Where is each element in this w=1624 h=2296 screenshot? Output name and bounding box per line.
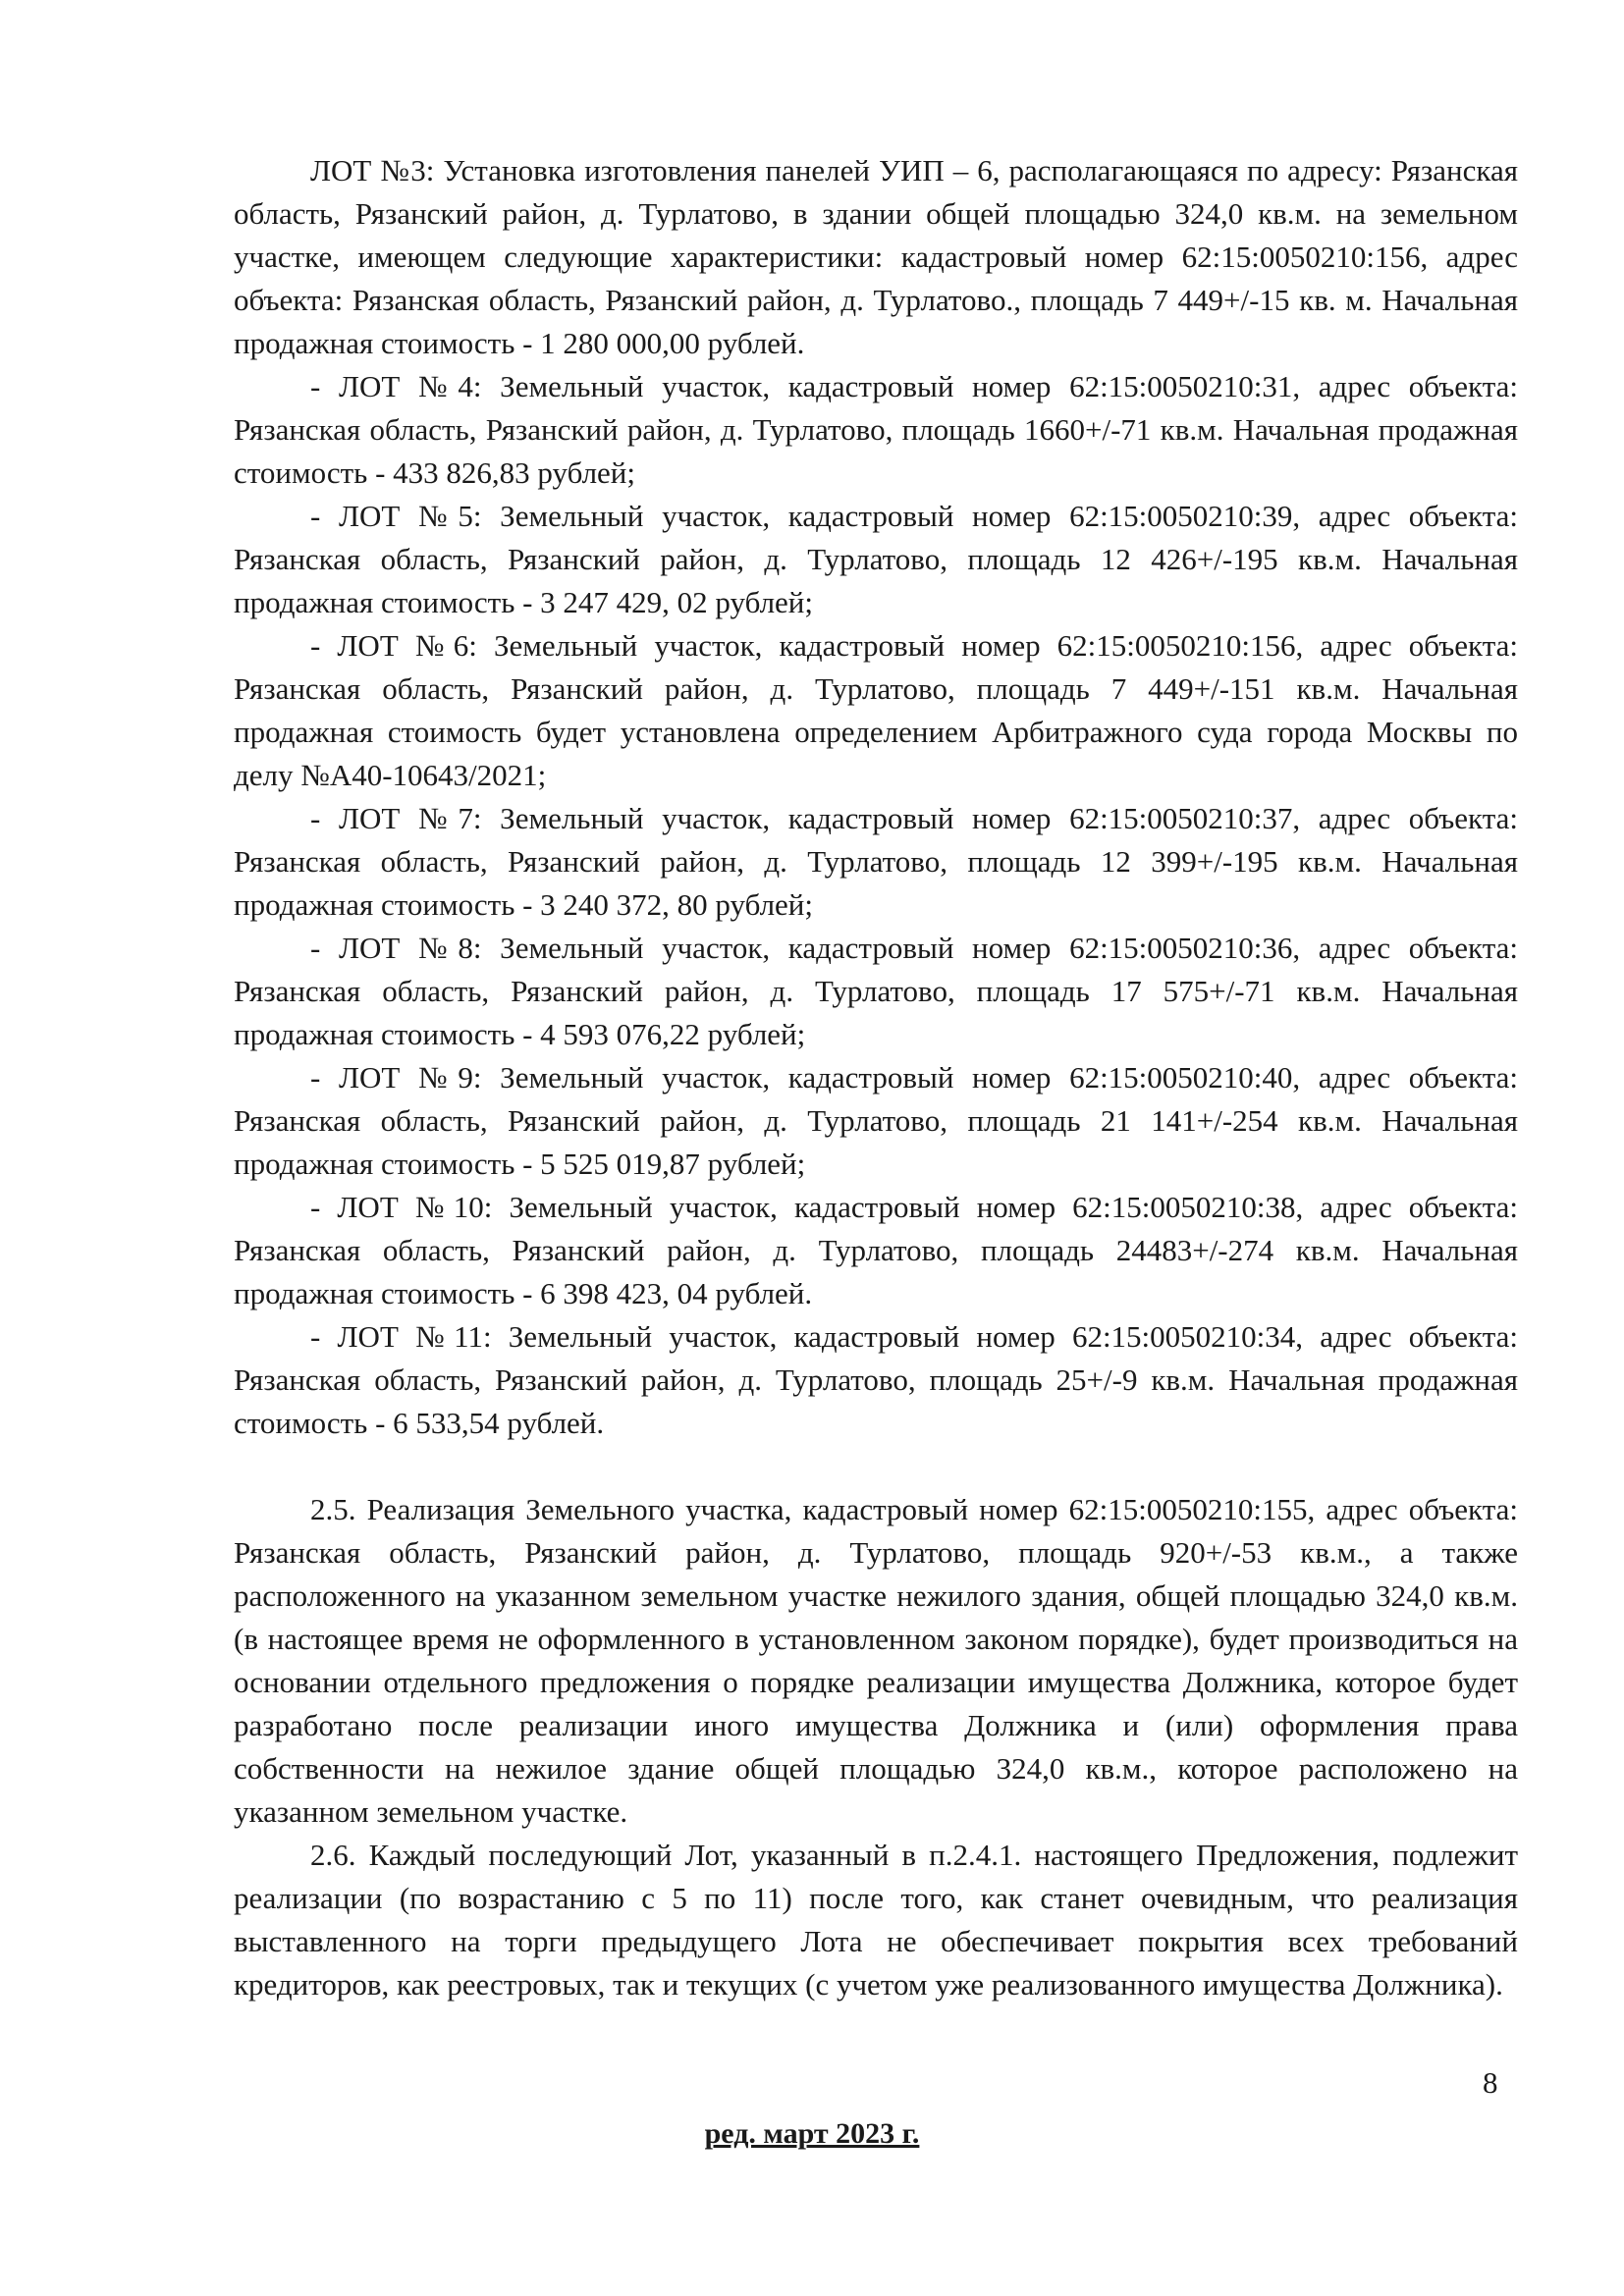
document-body <box>234 149 1518 2006</box>
paragraph-lot-10: - ЛОТ №10: Земельный участок, кадастровый номер 62:15:0050210:38, адрес объекта: Рязанская область, Рязанский район, д. Турлатово, площадь 24483+/-274 кв.м. Начальная продажная стоимость - 6 398 423, 04 рублей. <box>234 1190 1518 1310</box>
paragraph-section-2-5: 2.5. Реализация Земельного участка, кадастровый номер 62:15:0050210:155, адрес объекта: Рязанская область, Рязанский район, д. Турлатово, площадь 920+/-53 кв.м., а также расположенного на указанном земельном участке нежилого здания, общей площадью 324,0 кв.м. (в настоящее время не оформленного в установленном законом порядке), будет производиться на основании отдельного предложения о порядке реализации имущества Должника, которое будет разработано после реализации иного имущества Должника и (или) оформления права собственности на нежилое здание общей площадью 324,0 кв.м., которое расположено на указанном земельном участке. <box>234 1492 1518 1829</box>
paragraph-lot-9: - ЛОТ №9: Земельный участок, кадастровый номер 62:15:0050210:40, адрес объекта: Рязанская область, Рязанский район, д. Турлатово, площадь 21 141+/-254 кв.м. Начальная продажная стоимость - 5 525 019,87 рублей; <box>234 1060 1518 1181</box>
paragraph-lot-3: ЛОТ №3: Установка изготовления панелей УИП – 6, располагающаяся по адресу: Рязанская область, Рязанский район, д. Турлатово, в здании общей площадью 324,0 кв.м. на земельном участке, имеющем следующие характеристики: кадастровый номер 62:15:0050210:156, адрес объекта: Рязанская область, Рязанский район, д. Турлатово., площадь 7 449+/-15 кв. м. Начальная продажная стоимость - 1 280 000,00 рублей. <box>234 153 1518 360</box>
paragraph-lot-5: - ЛОТ №5: Земельный участок, кадастровый номер 62:15:0050210:39, адрес объекта: Рязанская область, Рязанский район, д. Турлатово, площадь 12 426+/-195 кв.м. Начальная продажная стоимость - 3 247 429, 02 рублей; <box>234 499 1518 619</box>
paragraph-section-2-6: 2.6. Каждый последующий Лот, указанный в п.2.4.1. настоящего Предложения, подлежит реализации (по возрастанию с 5 по 11) после того, как станет очевидным, что реализация выставленного на торги предыдущего Лота не обеспечивает покрытия всех требований кредиторов, как реестровых, так и текущих (с учетом уже реализованного имущества Должника). <box>234 1838 1518 2002</box>
paragraph-lot-7: - ЛОТ №7: Земельный участок, кадастровый номер 62:15:0050210:37, адрес объекта: Рязанская область, Рязанский район, д. Турлатово, площадь 12 399+/-195 кв.м. Начальная продажная стоимость - 3 240 372, 80 рублей; <box>234 801 1518 922</box>
page-number: 8 <box>1483 2065 1498 2100</box>
paragraph-lot-6: - ЛОТ №6: Земельный участок, кадастровый номер 62:15:0050210:156, адрес объекта: Рязанская область, Рязанский район, д. Турлатово, площадь 7 449+/-151 кв.м. Начальная продажная стоимость будет установлена определением Арбитражного суда города Москвы по делу №А40-10643/2021; <box>234 628 1518 792</box>
paragraph-spacer <box>234 1445 1518 1488</box>
revision-footer: ред. март 2023 г. <box>704 2117 920 2150</box>
paragraph-lot-11: - ЛОТ №11: Земельный участок, кадастровый номер 62:15:0050210:34, адрес объекта: Рязанская область, Рязанский район, д. Турлатово, площадь 25+/-9 кв.м. Начальная продажная стоимость - 6 533,54 рублей. <box>234 1319 1518 1440</box>
paragraph-lot-4: - ЛОТ №4: Земельный участок, кадастровый номер 62:15:0050210:31, адрес объекта: Рязанская область, Рязанский район, д. Турлатово, площадь 1660+/-71 кв.м. Начальная продажная стоимость - 433 826,83 рублей; <box>234 369 1518 490</box>
paragraph-lot-8: - ЛОТ №8: Земельный участок, кадастровый номер 62:15:0050210:36, адрес объекта: Рязанская область, Рязанский район, д. Турлатово, площадь 17 575+/-71 кв.м. Начальная продажная стоимость - 4 593 076,22 рублей; <box>234 931 1518 1051</box>
